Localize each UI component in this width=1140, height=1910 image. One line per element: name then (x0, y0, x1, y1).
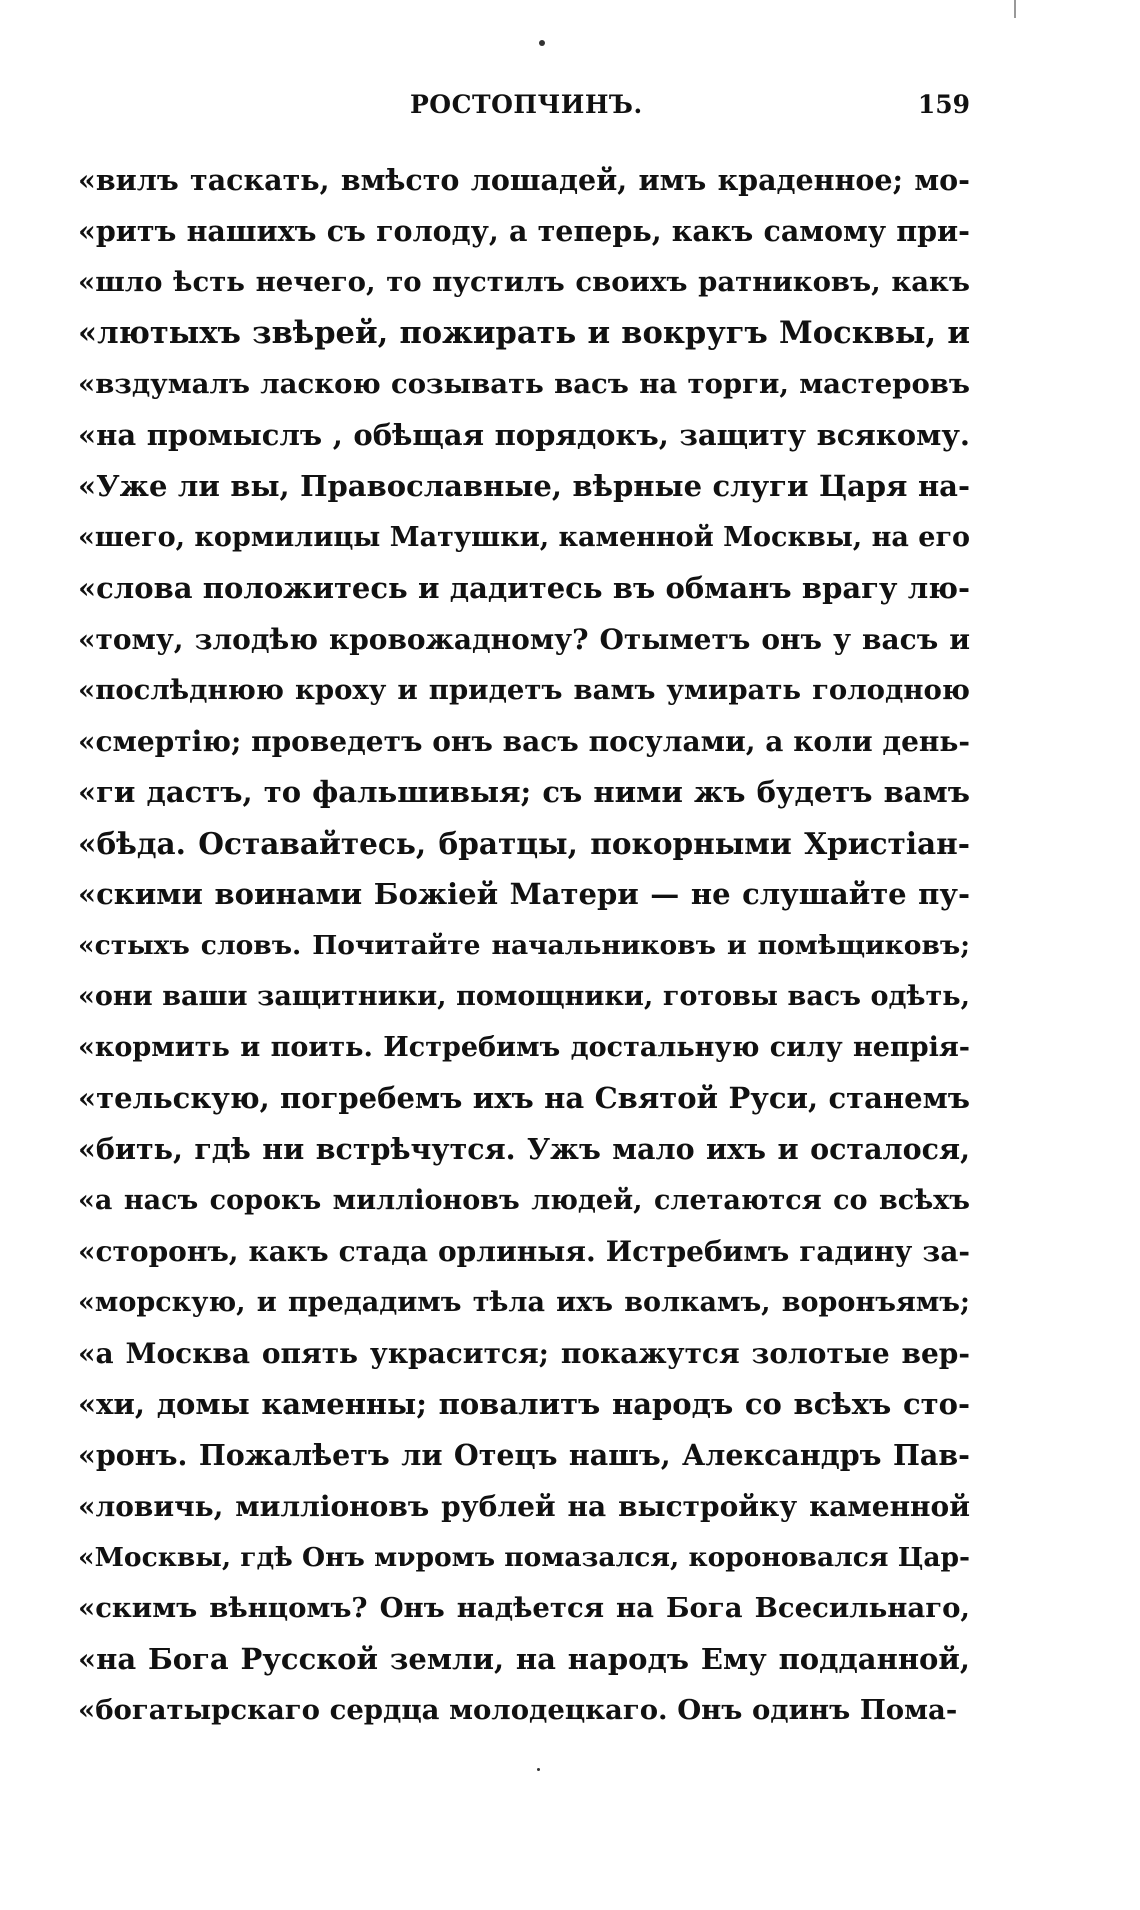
text-line: «ронъ. Пожалѣетъ ли Отецъ нашъ, Александръ Пав- (78, 1438, 970, 1472)
text-line: «на промыслъ , обѣщая порядокъ, защиту всякому. (78, 418, 970, 452)
scan-speck (539, 40, 545, 46)
text-line: «смертію; проведетъ онъ васъ посулами, а коли день- (78, 725, 970, 758)
text-line: «кормить и поить. Истребимъ достальную силу непрія- (78, 1032, 970, 1063)
page-number: 159 (917, 90, 970, 119)
text-line: «вздумалъ лаcкою созывать васъ на торги, мастеровъ (78, 368, 970, 400)
scan-speck (1014, 0, 1016, 18)
text-line: «стыхъ словъ. Почитайте начальниковъ и помѣщиковъ; (78, 930, 970, 961)
text-line: «они ваши защитники, помощники, готовы васъ одѣть, (78, 981, 970, 1012)
text-line: «вилъ таскать, вмѣсто лошадей, имъ краденное; мо- (78, 163, 970, 197)
text-line: «слова положитесь и дадитесь въ обманъ врагу лю- (78, 571, 970, 605)
body-text (78, 155, 970, 1736)
scan-speck (537, 1768, 540, 1771)
text-line: «богатырскаго сердца молодецкаго. Онъ одинъ Пома- (78, 1694, 958, 1726)
text-line: «бить, гдѣ ни встрѣчутся. Ужъ мало ихъ и осталося, (78, 1132, 970, 1166)
text-line: «на Бога Русской земли, на народъ Ему подданной, (78, 1642, 970, 1676)
text-line: «а Москва опять украсится; покажутся золотые вер- (78, 1337, 970, 1370)
text-line: «Москвы, гдѣ Онъ мνромъ помазался, короновался Цар- (78, 1542, 970, 1573)
text-line: «сторонъ, какъ стада орлиныя. Истребимъ гадину за- (78, 1235, 970, 1268)
text-line: «Ужe ли вы, Православные, вѣрные слуги Царя на- (78, 469, 970, 503)
text-line: «шло ѣсть нечего, то пустилъ своихъ ратниковъ, какъ (78, 266, 970, 298)
text-line: «шего, кормилицы Матушки, каменной Москвы, на его (78, 522, 970, 553)
text-line: «тому, злодѣю кровожадному? Отыметъ онъ у васъ и (78, 623, 970, 656)
text-line: «послѣднюю кроху и придетъ вамъ умирать голодною (78, 674, 970, 706)
running-head: РОСТОПЧИНЪ. (410, 90, 643, 119)
text-line: «бѣда. Оставайтесь, братцы, покорными Христіан- (78, 826, 970, 861)
text-line: «ритъ нашихъ съ голоду, а теперь, какъ самому при- (78, 214, 970, 248)
text-line: «хи, домы каменны; повалитъ народъ со всѣхъ сто- (78, 1387, 970, 1421)
text-line: «морскую, и предадимъ тѣла ихъ волкамъ, воронъямъ; (78, 1287, 970, 1318)
text-line: «лютыхъ звѣрей, пожирать и вокругъ Москвы, и (78, 315, 970, 351)
text-line: «ловичь, милліоновъ рублей на выстройку каменной (78, 1490, 970, 1523)
text-line: «ги дастъ, то фальшивыя; съ ними жъ будетъ вамъ (78, 775, 970, 809)
text-line: «скими воинами Божіей Матери — не слушайте пу- (78, 877, 970, 911)
page-header (80, 90, 970, 130)
text-line: «скимъ вѣнцомъ? Онъ надѣется на Бога Всесильнаго, (78, 1592, 970, 1624)
text-line: «тельскую, погребемъ ихъ на Святой Руси, станемъ (78, 1081, 970, 1115)
text-line: «а насъ сорокъ милліоновъ людей, слетаются со всѣхъ (78, 1185, 970, 1216)
